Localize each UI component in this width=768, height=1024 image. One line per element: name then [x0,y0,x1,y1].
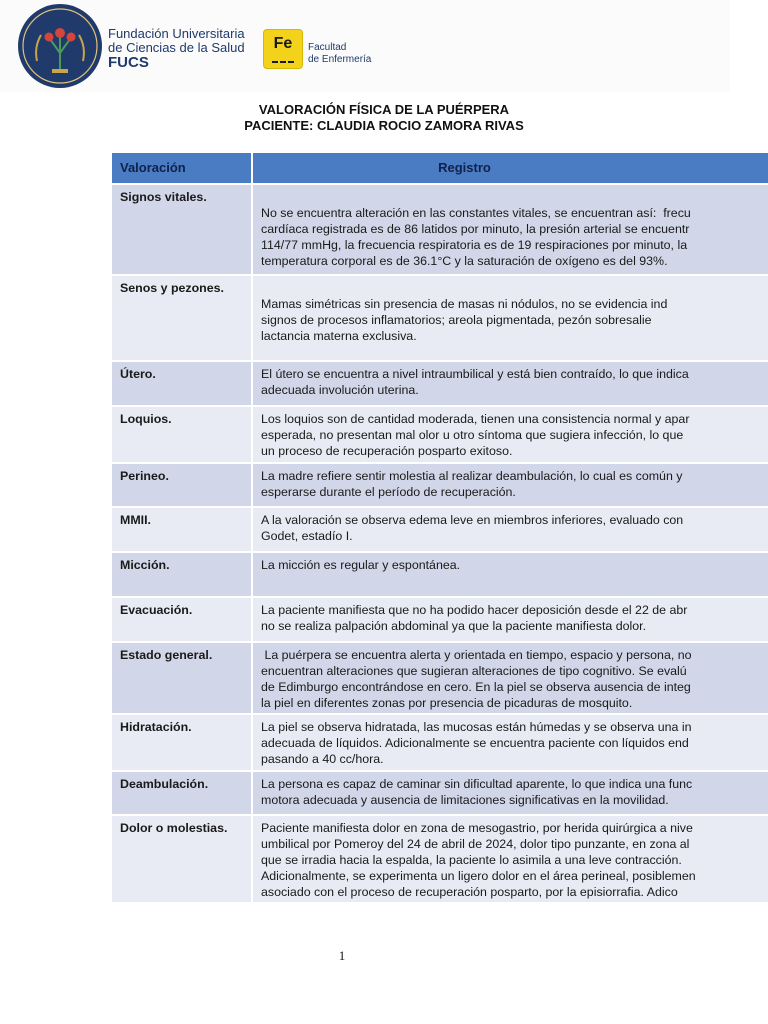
row-text: Paciente manifiesta dolor en zona de mesogastrio, por herida quirúrgica a nive umbilical por Pomeroy del 24 de abril de 2024, dolor tipo punzante, en zona al que se irradia hacia la espalda, la paciente lo asimila a una leve contracción. Adicionalmente, se experimenta un ligero dolor en el área perineal, posiblemen asociado con el proceso de recuperación posparto, por la episiorrafia. Adico [253,816,768,902]
row-text: Mamas simétricas sin presencia de masas ni nódulos, no se evidencia ind signos de procesos inflamatorios; areola pigmentada, pezón sobresalie lactancia materna exclusiva. [253,276,768,360]
header-registro: Registro [253,153,768,183]
page-number: 1 [338,948,346,963]
row-label: Estado general. [112,643,251,713]
row-label: Útero. [112,362,251,405]
faculty-fe-logo [263,29,303,69]
fucs-acronym: FUCS [108,54,149,71]
row-text: La micción es regular y espontánea. [253,553,768,596]
row-text: La persona es capaz de caminar sin dificultad aparente, lo que indica una func motora adecuada y ausencia de limitaciones significativas en la movilidad. [253,772,768,814]
row-text: La madre refiere sentir molestia al realizar deambulación, lo cual es común y esperarse durante el período de recuperación. [253,464,768,506]
row-label: Loquios. [112,407,251,462]
table-row [112,362,768,405]
row-text: A la valoración se observa edema leve en miembros inferiores, evaluado con Godet, estadío I. [253,508,768,551]
row-label: Signos vitales. [112,185,251,274]
row-text: El útero se encuentra a nivel intraumbilical y está bien contraído, lo que indica adecuada involución uterina. [253,362,768,405]
fucs-seal-logo [17,3,103,89]
row-label: Perineo. [112,464,251,506]
title-line1: VALORACIÓN FÍSICA DE LA PUÉRPERA [258,102,510,117]
row-label: Hidratación. [112,715,251,770]
table-header-row [112,153,768,183]
fe-dash-decoration [272,61,294,63]
row-text: Los loquios son de cantidad moderada, tienen una consistencia normal y apar esperada, no presentan mal olor u otro síntoma que sugiera infección, lo que un proceso de recuperación posparto exitoso. [253,407,768,462]
row-label: Evacuación. [112,598,251,641]
table-row [112,553,768,596]
title-line2: PACIENTE: CLAUDIA ROCIO ZAMORA RIVAS [244,118,524,133]
row-label: Senos y pezones. [112,276,251,360]
table-row [112,715,768,770]
table-row [112,772,768,814]
fe-symbol: Fe [273,35,293,52]
faculty-line2: de Enfermería [308,54,372,65]
row-text: La puérpera se encuentra alerta y orientada en tiempo, espacio y persona, no encuentran alteraciones que sugieran alteraciones de tipo cognitivo. Se evalú de Edimburgo encontrándose en cero. En la piel se observa ausencia de integ la piel en diferentes zonas por presencia de picaduras de mosquito. [253,643,768,713]
row-text: No se encuentra alteración en las constantes vitales, se encuentran así: frecu cardíaca registrada es de 86 latidos por minuto, la presión arterial se encuentr 114/77 mmHg, la frecuencia respiratoria es de 19 respiraciones por minuto, la temperatura corporal es de 36.1°C y la saturación de oxígeno es del 93%. [253,185,768,274]
faculty-name [308,42,371,66]
document-title [0,102,768,134]
row-label: Deambulación. [112,772,251,814]
table-row [112,185,768,274]
header-valoracion: Valoración [112,153,251,183]
fucs-institution-name [108,27,245,70]
table-row [112,598,768,641]
table-row [112,407,768,462]
fucs-name-line2: de Ciencias de la Salud [108,40,245,55]
table-row [112,276,768,360]
letterhead [0,0,730,92]
table-row [112,643,768,713]
row-text: La paciente manifiesta que no ha podido hacer deposición desde el 22 de abr no se realiza palpación abdominal ya que la paciente manifiesta dolor. [253,598,768,641]
table-row [112,508,768,551]
assessment-table [110,151,768,904]
row-label: Dolor o molestias. [112,816,251,902]
row-label: MMII. [112,508,251,551]
faculty-line1: Facultad [308,42,347,53]
fucs-name-line1: Fundación Universitaria [108,26,245,41]
row-text: La piel se observa hidratada, las mucosas están húmedas y se observa una in adecuada de líquidos. Adicionalmente se encuentra paciente con líquidos end pasando a 40 cc/hora. [253,715,768,770]
table-row [112,464,768,506]
row-label: Micción. [112,553,251,596]
table-row [112,816,768,902]
